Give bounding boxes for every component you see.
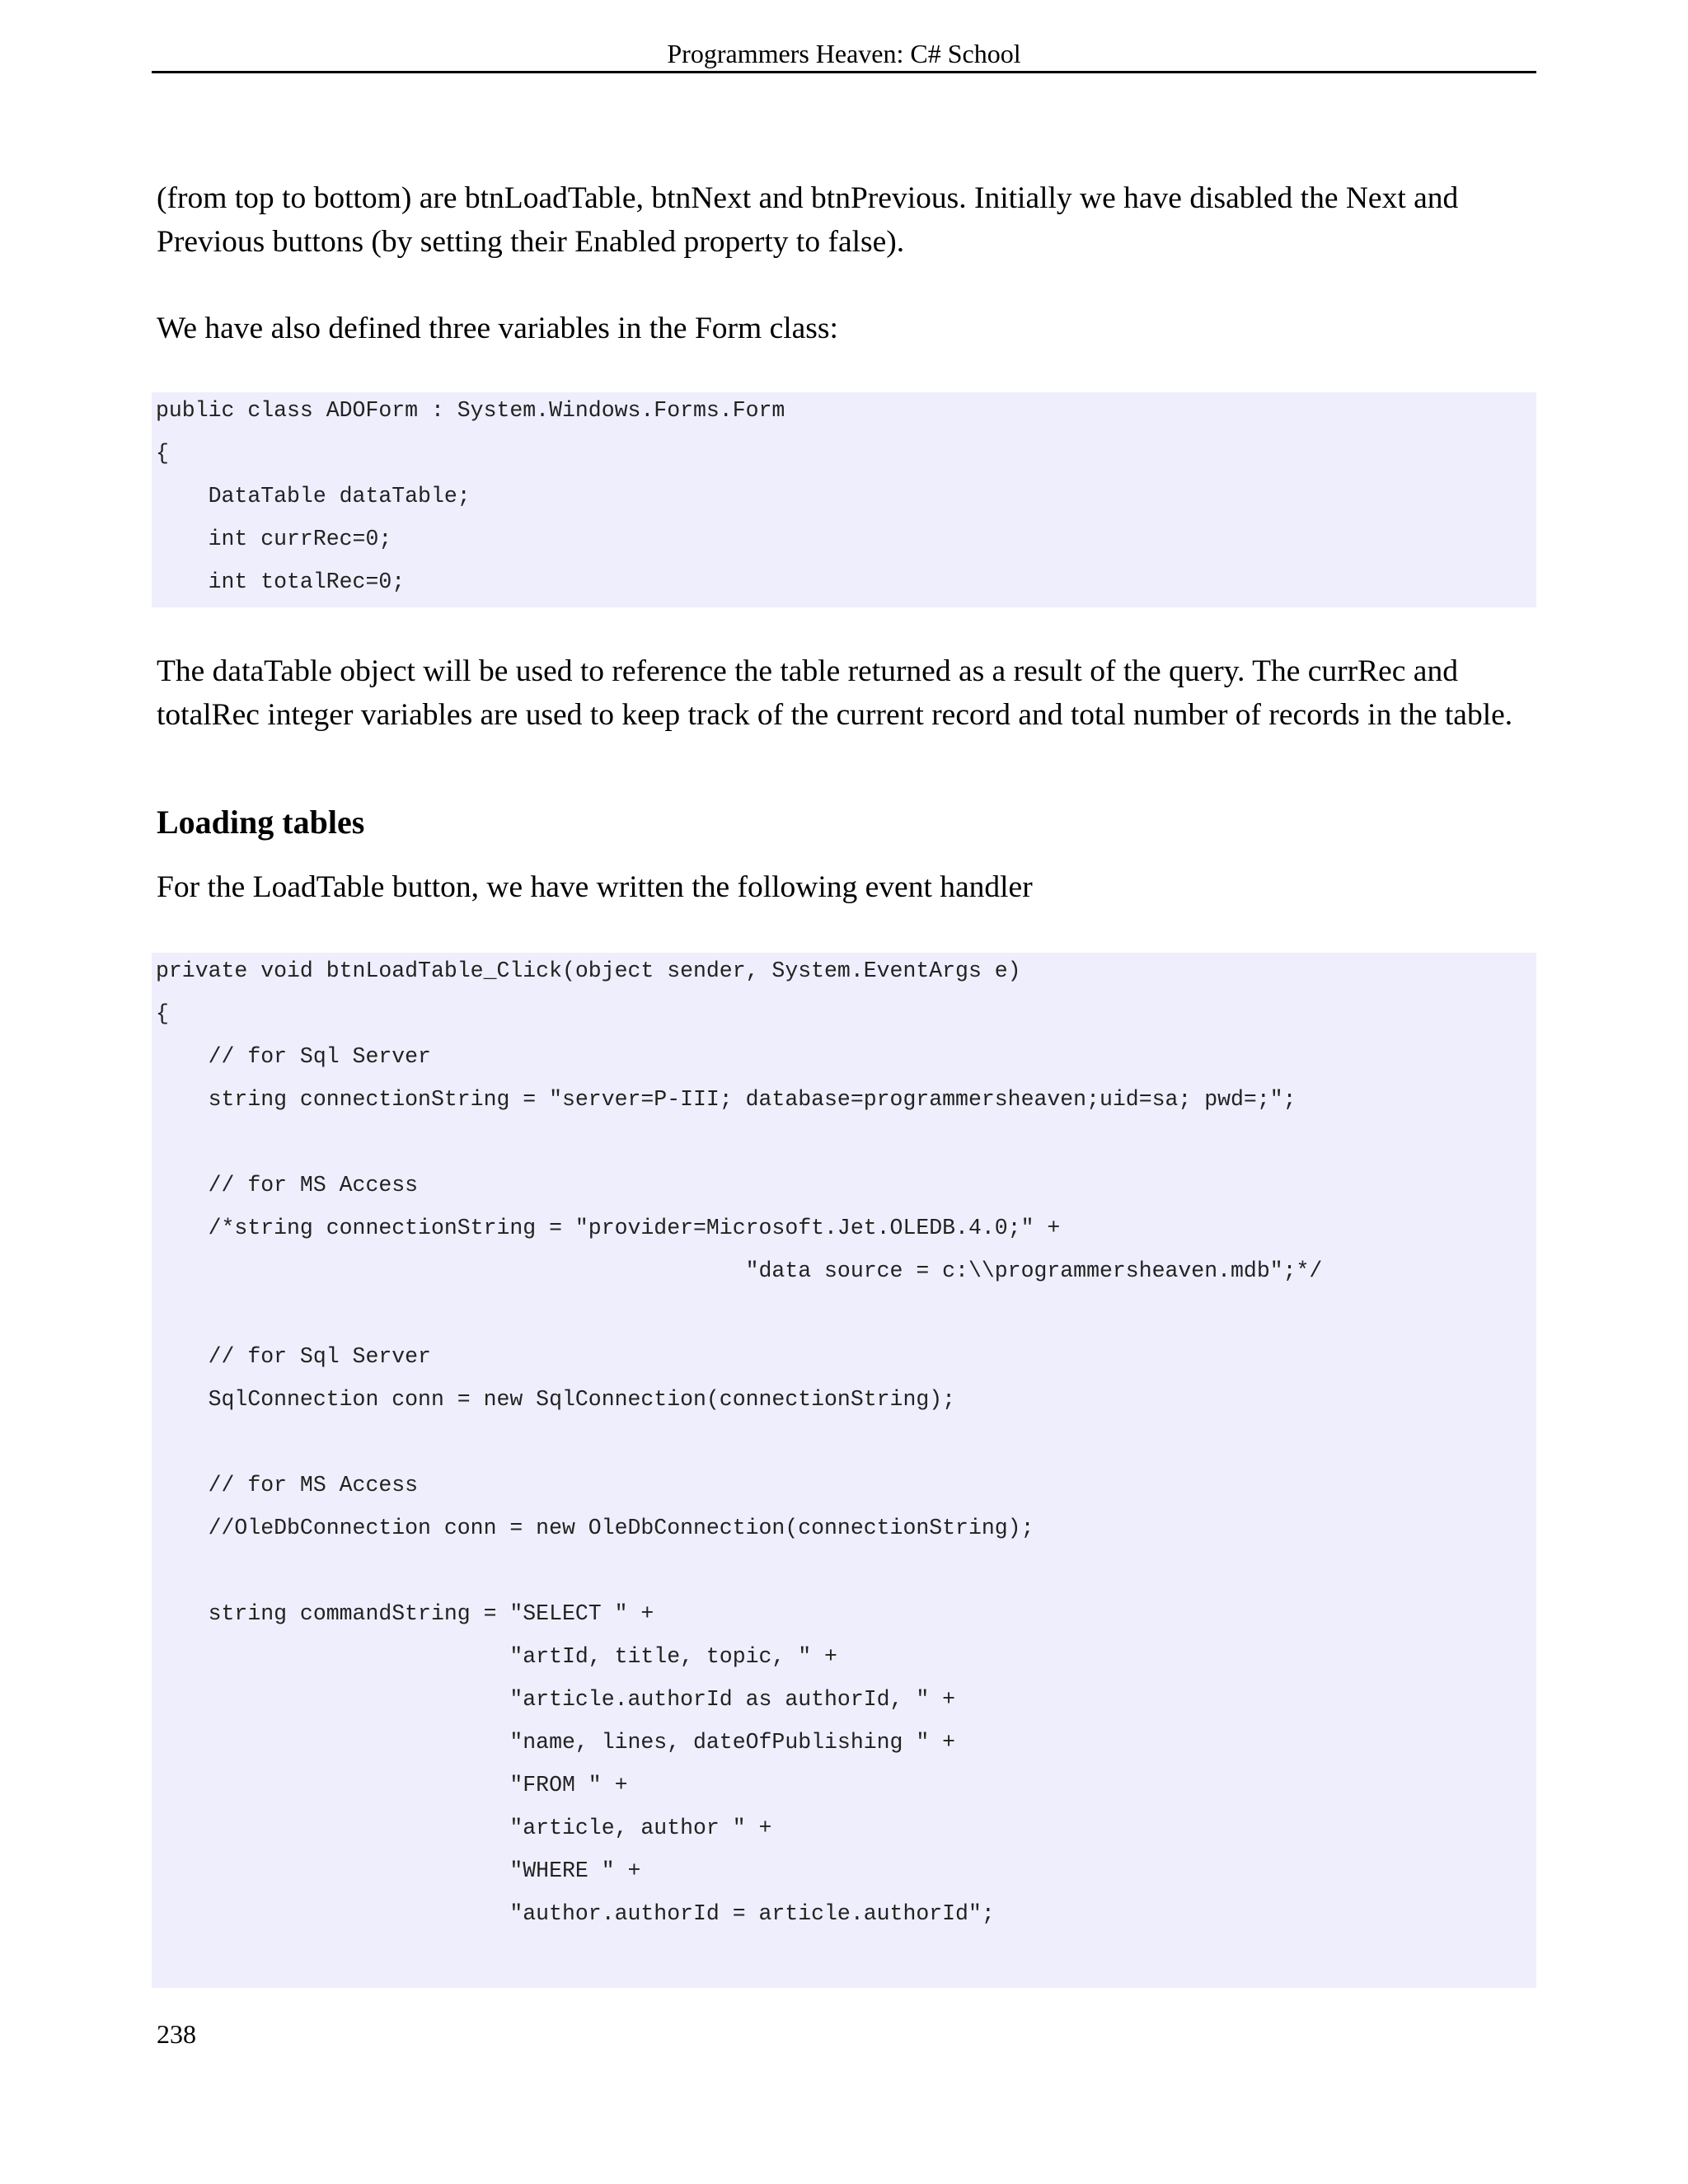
code-line: SqlConnection conn = new SqlConnection(connectionString); [156, 1387, 956, 1412]
code-line: /*string connectionString = "provider=Microsoft.Jet.OLEDB.4.0;" + [156, 1216, 1061, 1240]
code-line: DataTable dataTable; [156, 484, 471, 509]
code-line: // for Sql Server [156, 1344, 431, 1369]
code-line: "artId, title, topic, " + [156, 1644, 837, 1669]
code-line: "data source = c:\\programmersheaven.mdb";*/ [156, 1258, 1323, 1283]
page-number: 238 [157, 2019, 196, 2049]
code-line: // for MS Access [156, 1473, 419, 1497]
code-line: string connectionString = "server=P-III; database=programmersheaven;uid=sa; pwd=;"; [156, 1087, 1296, 1112]
code-line: //OleDbConnection conn = new OleDbConnection(connectionString); [156, 1516, 1034, 1540]
code-line: int currRec=0; [156, 527, 392, 551]
paragraph-variables-intro: We have also defined three variables in the Form class: [157, 312, 838, 345]
code-line: { [156, 441, 169, 466]
code-line: { [156, 1001, 169, 1026]
code-block-form-class [152, 392, 1536, 607]
paragraph-buttons-description: (from top to bottom) are btnLoadTable, btnNext and btnPrevious. Initially we have disabled the Next and Previous buttons (by setting their Enabled property to false). [157, 181, 1459, 259]
code-line: private void btnLoadTable_Click(object sender, System.EventArgs e) [156, 958, 1021, 983]
section-heading: Loading tables [157, 804, 365, 841]
code-line: "author.authorId = article.authorId"; [156, 1901, 995, 1926]
code-line: // for Sql Server [156, 1044, 431, 1069]
code-line: int totalRec=0; [156, 569, 406, 594]
code-line: "FROM " + [156, 1773, 628, 1797]
paragraph-event-handler-intro: For the LoadTable button, we have written the following event handler [157, 870, 1033, 904]
page-header-title: Programmers Heaven: C# School [152, 36, 1536, 73]
code-line: string commandString = "SELECT " + [156, 1601, 654, 1626]
code-line: "article, author " + [156, 1816, 772, 1840]
code-line: // for MS Access [156, 1173, 419, 1197]
code-line: public class ADOForm : System.Windows.Forms.Form [156, 398, 785, 423]
code-line: "article.authorId as authorId, " + [156, 1687, 956, 1712]
code-line: "name, lines, dateOfPublishing " + [156, 1730, 956, 1755]
code-line: "WHERE " + [156, 1858, 641, 1883]
code-block-load-table-handler [152, 953, 1536, 1988]
paragraph-datatable-description: The dataTable object will be used to reference the table returned as a result of the query. The currRec and totalRec integer variables are used to keep track of the current record and total number of records in the table. [157, 654, 1513, 732]
